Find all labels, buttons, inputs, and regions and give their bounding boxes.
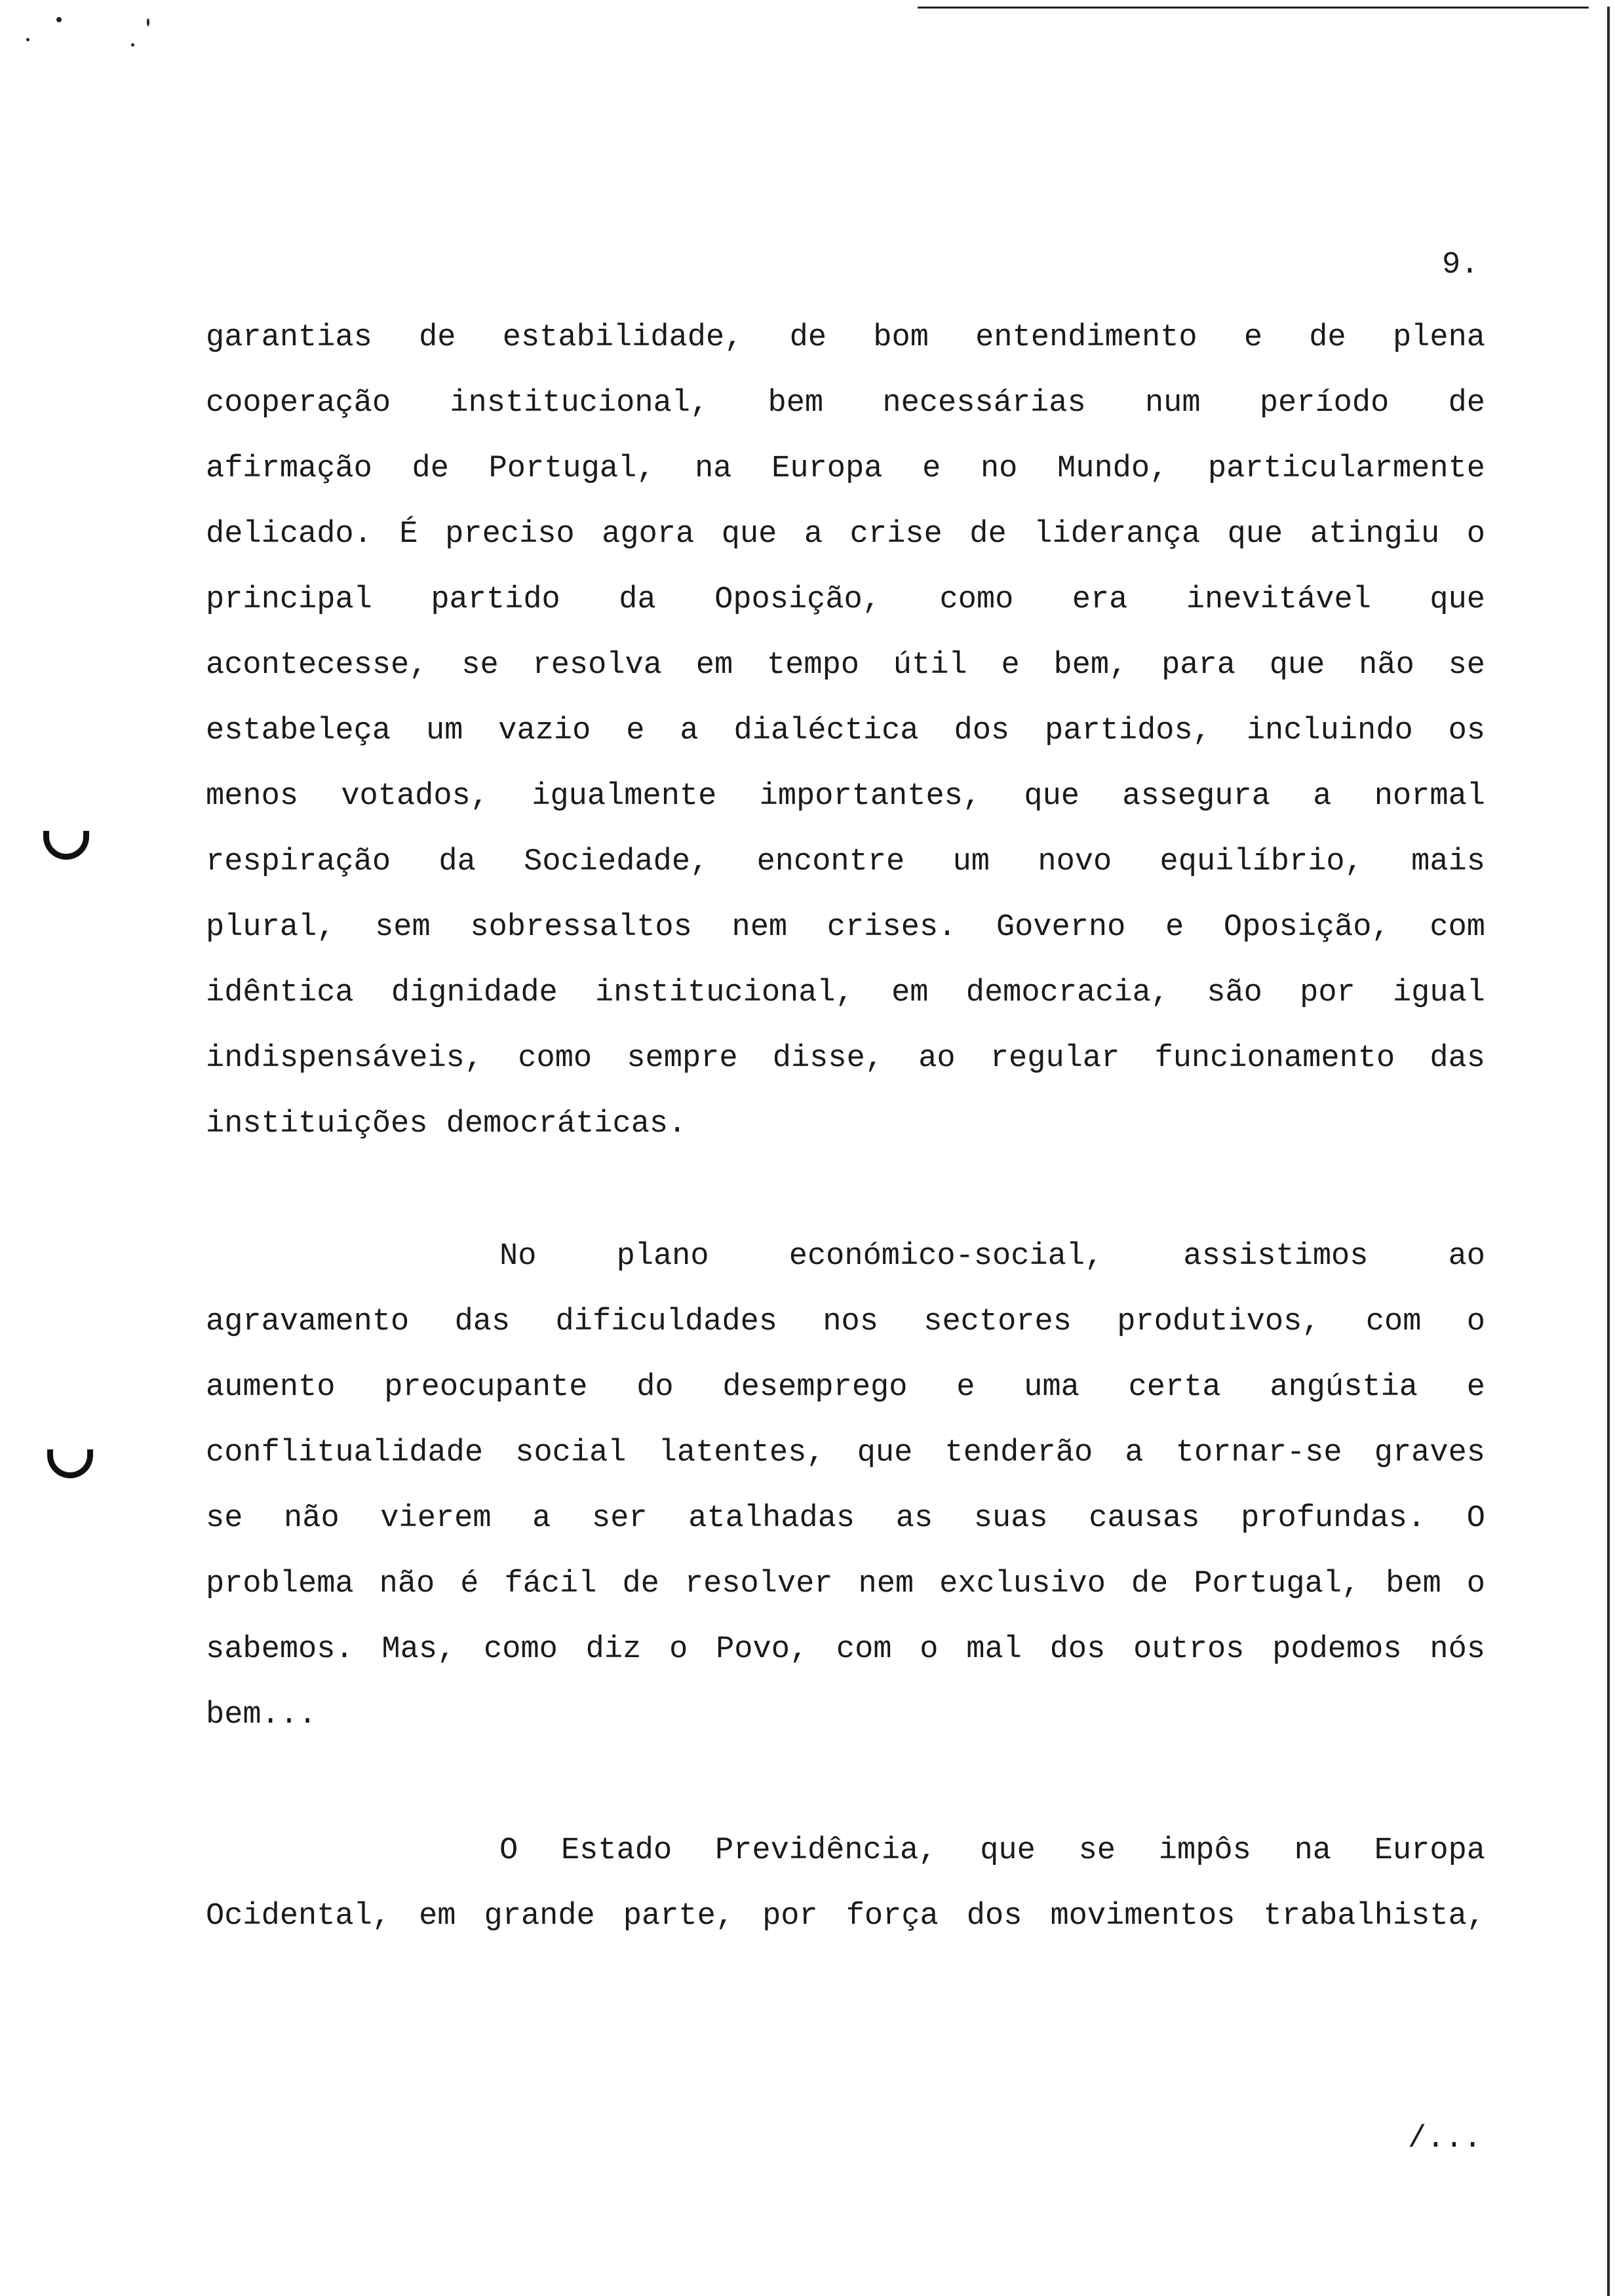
right-border-line [1607,7,1610,2296]
scan-speck [131,43,134,47]
text-line: se não vierem a ser atalhadas as suas causas profundas. O [206,1501,1485,1536]
binder-punch-hole [43,831,89,860]
text-line: indispensáveis, como sempre disse, ao regular funcionamento das [206,1041,1485,1076]
text-line: delicado. É preciso agora que a crise de liderança que atingiu o [206,517,1485,552]
scan-speck [56,17,62,22]
binder-punch-hole [47,1449,93,1478]
text-line: menos votados, igualmente importantes, que assegura a normal [206,779,1485,814]
text-line: aumento preocupante do desemprego e uma certa angústia e [206,1370,1485,1405]
text-line: instituições democráticas. [206,1107,687,1141]
text-line: respiração da Sociedade, encontre um novo equilíbrio, mais [206,845,1485,879]
text-line: cooperação institucional, bem necessárias num período de [206,386,1485,421]
text-line: principal partido da Oposição, como era inevitável que [206,583,1485,617]
top-border-line [918,7,1589,9]
text-line: problema não é fácil de resolver nem exclusivo de Portugal, bem o [206,1567,1485,1601]
text-line: acontecesse, se resolva em tempo útil e bem, para que não se [206,648,1485,683]
text-line: sabemos. Mas, como diz o Povo, com o mal dos outros podemos nós [206,1632,1485,1667]
scan-speck [147,18,149,26]
text-line: bem... [206,1698,317,1732]
text-line: plural, sem sobressaltos nem crises. Governo e Oposição, com [206,910,1485,945]
scan-speck [26,38,29,41]
text-line: idêntica dignidade institucional, em democracia, são por igual [206,976,1485,1010]
page-number: 9. [1442,248,1479,282]
text-line: estabeleça um vazio e a dialéctica dos partidos, incluindo os [206,714,1485,748]
continuation-marker: /... [1408,2122,1482,2156]
text-line: agravamento das dificuldades nos sectores produtivos, com o [206,1305,1485,1339]
text-line: garantias de estabilidade, de bom entendimento e de plena [206,320,1485,355]
text-line: afirmação de Portugal, na Europa e no Mundo, particularmente [206,451,1485,486]
text-line: conflitualidade social latentes, que tenderão a tornar-se graves [206,1436,1485,1470]
text-line: O Estado Previdência, que se impôs na Europa [499,1833,1485,1868]
text-line: Ocidental, em grande parte, por força dos movimentos trabalhista, [206,1899,1485,1934]
text-line: No plano económico-social, assistimos ao [499,1239,1485,1274]
